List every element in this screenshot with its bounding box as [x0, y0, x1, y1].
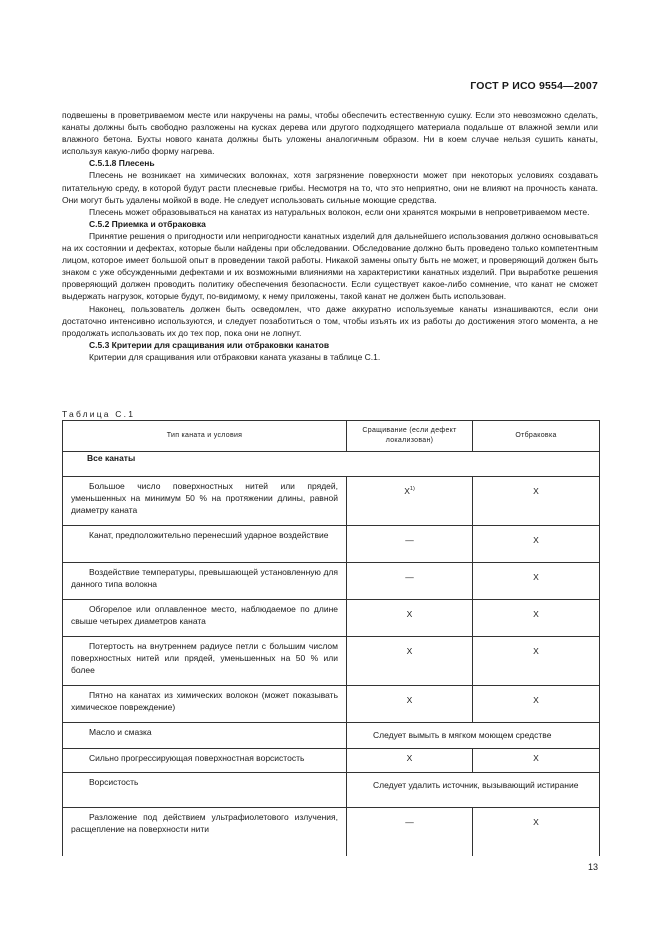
reject-cell: X — [473, 637, 600, 686]
splice-cell: — — [347, 526, 473, 563]
table-row — [63, 686, 600, 723]
table-row — [63, 808, 600, 856]
table-row — [63, 563, 600, 600]
splice-cell: X — [347, 600, 473, 637]
paragraph: Критерии для сращивания или отбраковки каната указаны в таблице С.1. — [89, 351, 381, 362]
paragraph: Наконец, пользователь должен быть осведомлен, что даже аккуратно используемые канаты изнашиваются, если они достаточно интенсивно используются, и следует позаботиться о том, чтобы изъять их из работы до достижения этого момента, а не продолжать использовать их до тех пор, пока они не лопнут. — [62, 303, 598, 338]
paragraph: Плесень может образовываться на канатах из натуральных волокон, если они хранятся мокрыми в непроветриваемом месте. — [89, 206, 590, 217]
section-heading-criteria: С.5.3 Критерии для сращивания или отбраковки канатов — [89, 339, 330, 350]
reject-cell: X — [473, 686, 600, 723]
reject-cell: X — [473, 749, 600, 773]
splice-cell: X — [347, 686, 473, 723]
table-row — [63, 600, 600, 637]
table-row — [63, 637, 600, 686]
action-cell: Следует вымыть в мягком моющем средстве — [347, 723, 600, 749]
condition-cell: Потертость на внутреннем радиусе петли с большим числом поверхностных нитей или прядей, уменьшенных на 50 % или более — [71, 641, 338, 675]
header-splicing: Сращивание (если дефект локализован) — [347, 421, 473, 452]
splice-cell: X — [347, 637, 473, 686]
condition-cell: Разложение под действием ультрафиолетового излучения, расщепление на поверхности нити — [71, 812, 338, 834]
condition-cell: Обгорелое или оплавленное место, наблюдаемое по длине свыше четырех диаметров каната — [71, 604, 338, 626]
condition-cell: Сильно прогрессирующая поверхностная ворсистость — [89, 753, 305, 763]
section-heading-acceptance: С.5.2 Приемка и отбраковка — [89, 218, 206, 229]
condition-cell: Ворсистость — [89, 777, 139, 787]
splice-cell: — — [347, 808, 473, 856]
reject-cell: X — [473, 477, 600, 526]
table-caption: Таблица С.1 — [62, 409, 136, 419]
header-rope-type: Тип каната и условия — [63, 421, 347, 452]
table-row — [63, 773, 600, 808]
criteria-table — [62, 420, 600, 856]
paragraph-continuation: подвешены в проветриваемом месте или накручены на рамы, чтобы обеспечить естественную сушку. Если это невозможно сделать, канаты должны быть свободно разложены на кусках дерева или другого подходящего материала подальше от влажной земли или влажного бетона. Бухты нового каната должны быть уложены аналогичным образом. Ни в коем случае нельзя сушить канаты, используя какую-либо форму нагрева. — [62, 110, 598, 157]
table-row — [63, 477, 600, 526]
action-cell: Следует удалить источник, вызывающий истирание — [347, 773, 600, 808]
condition-cell: Воздействие температуры, превышающей установленную для данного типа волокна — [71, 567, 338, 589]
condition-cell: Масло и смазка — [89, 727, 152, 737]
table-row — [63, 723, 600, 749]
section-heading-mold: С.5.1.8 Плесень — [89, 158, 155, 169]
table-header-row — [63, 421, 600, 452]
footnote-ref: 1) — [409, 486, 415, 493]
splice-cell: $X^{1)}$ — [347, 477, 473, 526]
body-text — [62, 109, 598, 363]
header-rejection: Отбраковка — [473, 421, 600, 452]
reject-cell: X — [473, 563, 600, 600]
table-row-all-ropes — [63, 452, 600, 477]
table-row — [63, 526, 600, 563]
condition-cell: Большое число поверхностных нитей или прядей, уменьшенных на минимум 50 % на протяжении длины, равной диаметру каната — [71, 481, 338, 515]
splice-cell: — — [347, 563, 473, 600]
table-row — [63, 749, 600, 773]
condition-cell: Канат, предположительно перенесший ударное воздействие — [89, 530, 329, 540]
paragraph: Плесень не возникает на химических волокнах, хотя загрязнение поверхности может при некоторых условиях создавать питательную среду, в которой будут расти плесневые грибы. Несмотря на то, что это неприятно, они не влияют на прочность каната. Они могут быть удалены мойкой в воде. Не следует использовать сильные моющие средства. — [62, 170, 598, 205]
reject-cell: X — [473, 526, 600, 563]
splice-cell: X — [347, 749, 473, 773]
page-number: 13 — [587, 862, 598, 872]
reject-cell: X — [473, 600, 600, 637]
all-ropes-label: Все канаты — [63, 452, 600, 477]
document-code: ГОСТ Р ИСО 9554—2007 — [470, 80, 598, 92]
condition-cell: Пятно на канатах из химических волокон (может показывать химическое повреждение) — [71, 690, 338, 712]
paragraph: Принятие решения о пригодности или непригодности канатных изделий для дальнейшего использования должно основываться на их состоянии и дефектах, которые были найдены при обследовании. Обследование должно быть проведено только компетентным лицом, которое имеет большой опыт в проведении такой работы. Никакой замены опыту быть не может, и проверяющий должен быть знаком с уже обсужденными дефектами и их возможными влияниями на характеристики канатных изделий. При выработке решения проверяющий должен проводить политику обеспечения безопасности. Если существует какое-либо сомнение, что канат не сможет выдержать нагрузок, которые будут, по-видимому, к нему приложены, такой канат не должен быть использован. — [62, 230, 598, 302]
reject-cell: X — [473, 808, 600, 856]
